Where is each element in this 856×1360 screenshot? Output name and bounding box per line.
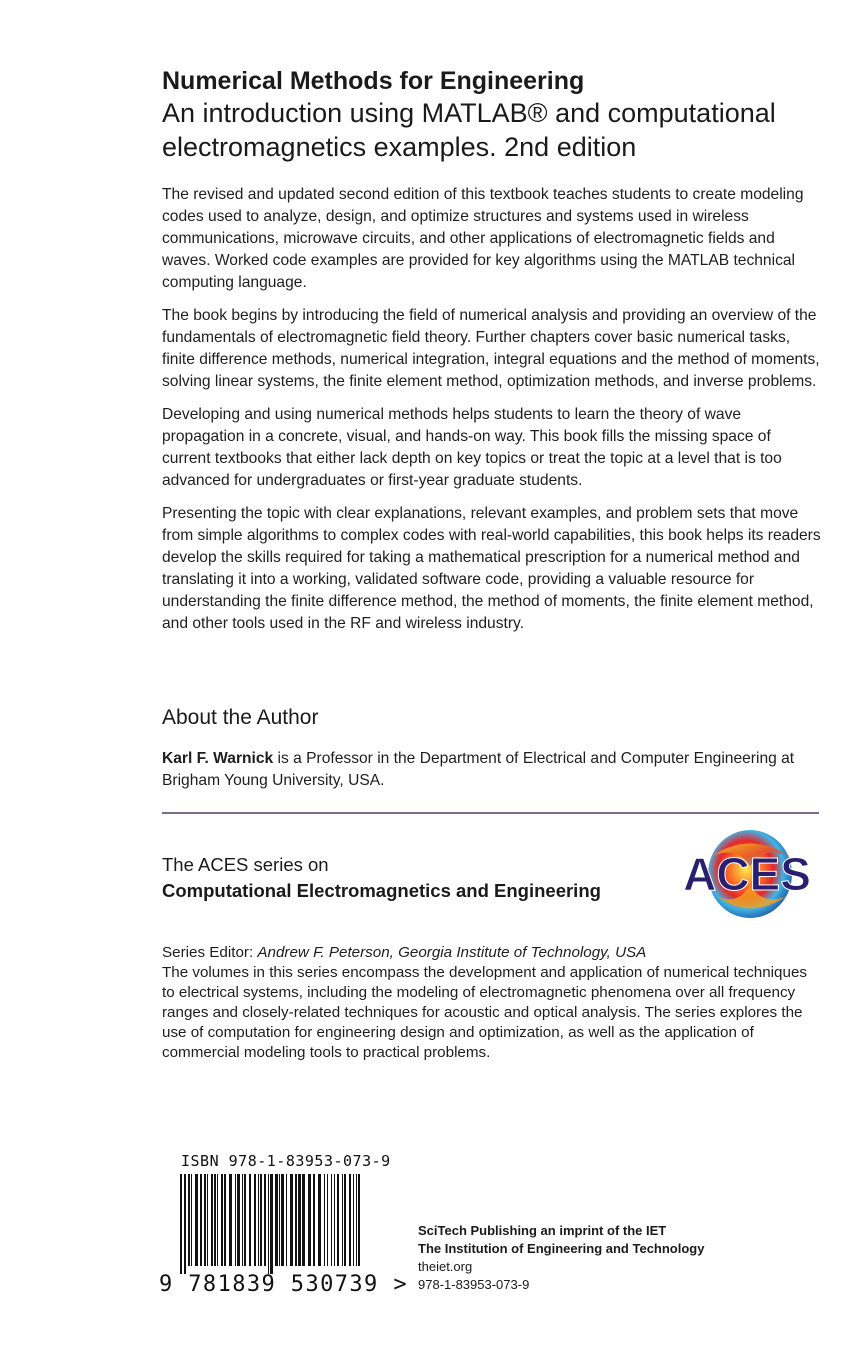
description-paragraph-1: The revised and updated second edition of this textbook teaches students to create modeling codes used to analyze, design, and optimize structures and systems used in wireless communications, microwave circuits, and other applications of electromagnetic fields and waves. Worked code examples are provided for key algorithms using the MATLAB technical computing language. — [162, 186, 804, 291]
barcode-bar — [331, 1174, 332, 1266]
barcode — [178, 1174, 368, 1274]
series-editor-name: Andrew F. Peterson, Georgia Institute of Technology, USA — [257, 944, 647, 961]
series-description: The volumes in this series encompass the development and application of numerical techniques to electrical systems, including the modeling of electromagnetic phenomena over all frequency ranges and closely-related techniques for acoustic and optical analysis. The series explores the use of computation for engineering design and optimization, as well as the application of commercial modeling tools to practical problems. — [162, 964, 807, 1061]
barcode-bar — [308, 1174, 311, 1266]
barcode-bar — [224, 1174, 226, 1266]
publisher-website: theiet.org — [418, 1259, 473, 1274]
barcode-bar — [349, 1174, 351, 1266]
barcode-bar — [195, 1174, 198, 1266]
barcode-bar — [279, 1174, 280, 1266]
series-editor-label: Series Editor: — [162, 944, 258, 961]
barcode-bar — [191, 1174, 192, 1266]
series-intro: The ACES series on — [162, 854, 329, 875]
barcode-bar — [217, 1174, 218, 1266]
barcode-bar — [264, 1174, 266, 1266]
barcode-bar — [268, 1174, 269, 1274]
barcode-bar — [184, 1174, 186, 1274]
description-paragraph-3: Developing and using numerical methods helps students to learn the theory of wave propagation in a concrete, visual, and hands-on way. This book fills the missing space of current textbooks that either lack depth on key topics or treat the topic at a level that is too advanced for undergraduates or first-year graduate students. — [162, 406, 782, 489]
about-author-section — [162, 704, 822, 792]
barcode-bar — [188, 1174, 190, 1266]
barcode-bar — [337, 1174, 339, 1266]
barcode-bar — [258, 1174, 259, 1266]
series-name: Computational Electromagnetics and Engineering — [162, 880, 601, 901]
series-editor-line — [162, 943, 822, 963]
barcode-bar — [324, 1174, 325, 1266]
barcode-bar — [211, 1174, 213, 1266]
barcode-bar — [244, 1174, 246, 1266]
barcode-bar — [229, 1174, 232, 1266]
barcode-bar — [342, 1174, 343, 1266]
barcode-bar — [281, 1174, 284, 1266]
barcode-bar — [275, 1174, 278, 1266]
book-title: Numerical Methods for Engineering — [162, 67, 585, 95]
barcode-bar — [204, 1174, 206, 1266]
description-paragraph-2: The book begins by introducing the field of numerical analysis and providing an overview of the fundamentals of electromagnetic field theory. Further chapters cover basic numerical tasks, finite difference methods, numerical integration, integral equations and the method of moments, solving linear systems, the finite element method, optimization methods, and inverse problems. — [162, 307, 820, 390]
publisher-block — [418, 1222, 798, 1294]
author-name: Karl F. Warnick — [162, 750, 274, 767]
barcode-bar — [358, 1174, 360, 1266]
barcode-bar — [344, 1174, 346, 1266]
barcode-bar — [249, 1174, 251, 1266]
book-title-block — [162, 66, 832, 164]
book-subtitle-line-1: An introduction using MATLAB® and computational — [162, 98, 776, 128]
book-description — [162, 184, 822, 646]
barcode-bar — [290, 1174, 293, 1266]
barcode-bar — [270, 1174, 273, 1274]
author-bio-text: is a Professor in the Department of Electrical and Computer Engineering at Brigham Young University, USA. — [162, 750, 795, 789]
barcode-bar — [237, 1174, 240, 1266]
barcode-bar — [180, 1174, 182, 1274]
barcode-bar — [200, 1174, 202, 1266]
barcode-bar — [313, 1174, 315, 1266]
barcode-bar — [286, 1174, 287, 1266]
series-editor-block — [162, 943, 822, 1063]
barcode-bar — [214, 1174, 216, 1266]
series-title-block — [162, 852, 662, 904]
barcode-bar — [242, 1174, 243, 1266]
barcode-bar — [298, 1174, 301, 1266]
barcode-bar — [356, 1174, 357, 1266]
barcode-bar — [221, 1174, 223, 1266]
about-author-heading: About the Author — [162, 706, 319, 729]
publisher-isbn: 978-1-83953-073-9 — [418, 1277, 530, 1292]
book-subtitle-line-2: electromagnetics examples. 2nd edition — [162, 132, 637, 162]
barcode-bar — [318, 1174, 321, 1266]
barcode-bar — [327, 1174, 328, 1266]
barcode-isbn-label: ISBN 978-1-83953-073-9 — [181, 1152, 391, 1170]
publisher-imprint: SciTech Publishing an imprint of the IET — [418, 1223, 667, 1238]
section-divider — [162, 812, 819, 814]
barcode-digits: 9 781839 530739 > — [159, 1272, 408, 1297]
barcode-bar — [260, 1174, 262, 1266]
barcode-bar — [207, 1174, 208, 1266]
description-paragraph-4: Presenting the topic with clear explanations, relevant examples, and problem sets that move from simple algorithms to complex codes with real-world capabilities, this book helps its readers develop the skills required for taking a mathematical prescription for a numerical method and translating it into a working, validated software code, providing a valuable resource for understanding the finite difference method, the method of moments, the finite element method, and other tools used in the RF and wireless industry. — [162, 505, 821, 632]
barcode-bar — [254, 1174, 256, 1266]
barcode-bar — [302, 1174, 305, 1266]
barcode-bar — [235, 1174, 236, 1266]
barcode-bar — [353, 1174, 354, 1266]
barcode-bar — [334, 1174, 335, 1266]
author-bio — [162, 748, 822, 792]
publisher-name: The Institution of Engineering and Technology — [418, 1241, 705, 1256]
logo-text: ACES — [683, 848, 811, 900]
aces-logo — [672, 826, 822, 926]
barcode-bar — [295, 1174, 297, 1266]
